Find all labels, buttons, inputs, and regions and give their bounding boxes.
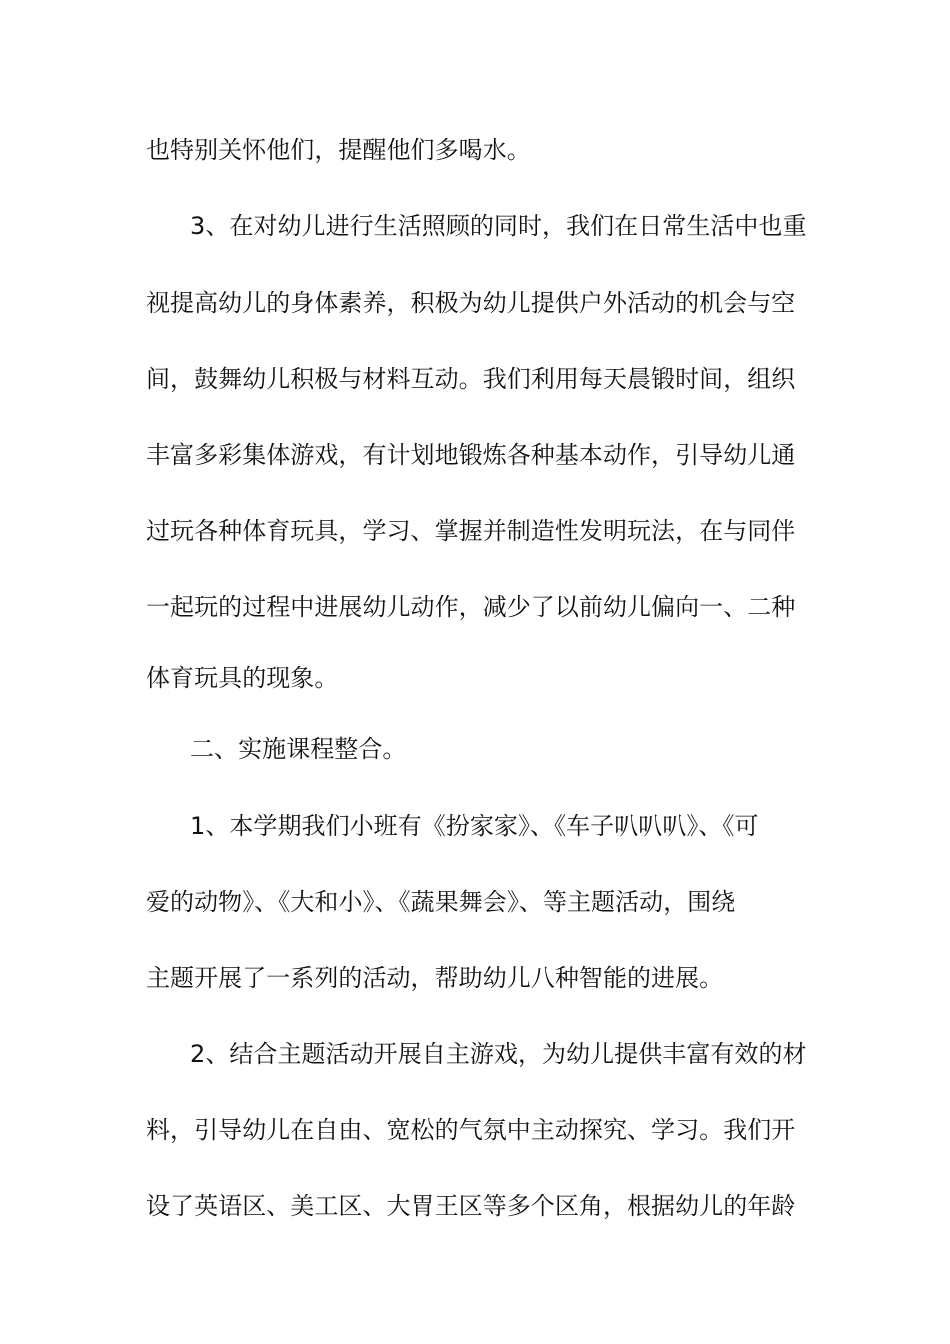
text-line: 也特别关怀他们，提醒他们多喝水。 [146, 136, 531, 164]
text-line: 料，引导幼儿在自由、宽松的气氛中主动探究、学习。我们开 [146, 1116, 796, 1144]
text-line: 丰富多彩集体游戏，有计划地锻炼各种基本动作，引导幼儿通 [146, 441, 796, 469]
text-line: 主题开展了一系列的活动，帮助幼儿八种智能的进展。 [146, 964, 724, 992]
section-heading: 二、实施课程整合。 [190, 735, 407, 763]
text-line: 2、结合主题活动开展自主游戏，为幼儿提供丰富有效的材 [190, 1040, 807, 1068]
text-line: 一起玩的过程中进展幼儿动作，减少了以前幼儿偏向一、二种 [146, 593, 796, 621]
text-line: 视提高幼儿的身体素养，积极为幼儿提供户外活动的机会与空 [146, 289, 796, 317]
text-line: 体育玩具的现象。 [146, 664, 339, 692]
text-line: 设了英语区、美工区、大胃王区等多个区角，根据幼儿的年龄 [146, 1192, 796, 1220]
text-line: 间，鼓舞幼儿积极与材料互动。我们利用每天晨锻时间，组织 [146, 365, 796, 393]
text-line: 1、本学期我们小班有《扮家家》、《车子叭叭叭》、《可 [190, 812, 759, 840]
text-line: 爱的动物》、《大和小》、《蔬果舞会》、等主题活动，围绕 [146, 888, 736, 916]
text-line: 3、在对幼儿进行生活照顾的同时，我们在日常生活中也重 [190, 212, 807, 240]
text-line: 过玩各种体育玩具，学习、掌握并制造性发明玩法，在与同伴 [146, 517, 796, 545]
